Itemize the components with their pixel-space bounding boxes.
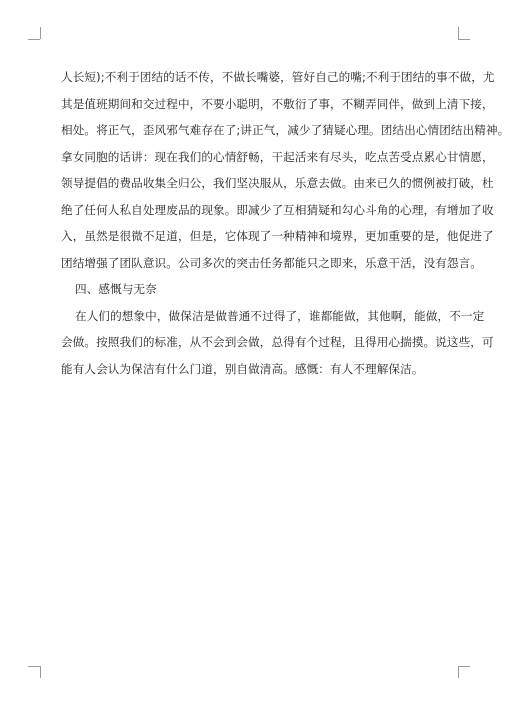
paragraph-line: 相处。将正气，歪风邪气难存在了;讲正气，减少了猜疑心理。团结出心情团结出精神。 — [61, 123, 509, 137]
paragraph-line: 入，虽然是很微不足道，但是，它体现了一种精神和境界，更加重要的是，他促进了 — [61, 229, 494, 243]
paragraph-line: 在人们的想象中，做保洁是做普通不过得了，谁都能做，其他啊，能做，不一定 — [75, 308, 485, 323]
document-body — [61, 66, 509, 384]
crop-mark-top-left — [28, 27, 41, 41]
crop-mark-bottom-left — [28, 666, 41, 680]
paragraph-line: 绝了任何人私自处理废品的现象。即减少了互相猜疑和勾心斗角的心理，有增加了收 — [61, 202, 494, 217]
paragraph-line: 团结增强了团队意识。公司多次的突击任务都能只之即来，乐意干活，没有怨言。 — [61, 255, 482, 270]
paragraph-line: 其是值班期间和交过程中，不要小聪明，不敷衍了事，不糊弄同伴，做到上清下接， — [61, 96, 494, 111]
paragraph-line: 能有人会认为保洁有什么门道，别自做清高。感慨：有人不理解保洁。 — [61, 361, 424, 376]
paragraph-line: 会做。按照我们的标准，从不会到会做，总得有个过程，且得用心揣摸。说这些，可 — [61, 335, 494, 349]
crop-mark-top-right — [458, 27, 471, 41]
paragraph-line: 拿女同胞的话讲：现在我们的心情舒畅，干起活来有尽头，吃点苦受点累心甘情愿， — [61, 149, 494, 164]
paragraph-line: 人长短);不利于团结的话不传，不做长嘴婆，管好自己的嘴;不利于团结的事不做，尤 — [61, 70, 495, 84]
section-heading: 四、感慨与无奈 — [75, 282, 157, 296]
paragraph-line: 领导提倡的费品收集全归公，我们坚决服从，乐意去做。由来已久的惯例被打破，杜 — [61, 176, 494, 190]
crop-mark-bottom-right — [458, 666, 471, 680]
